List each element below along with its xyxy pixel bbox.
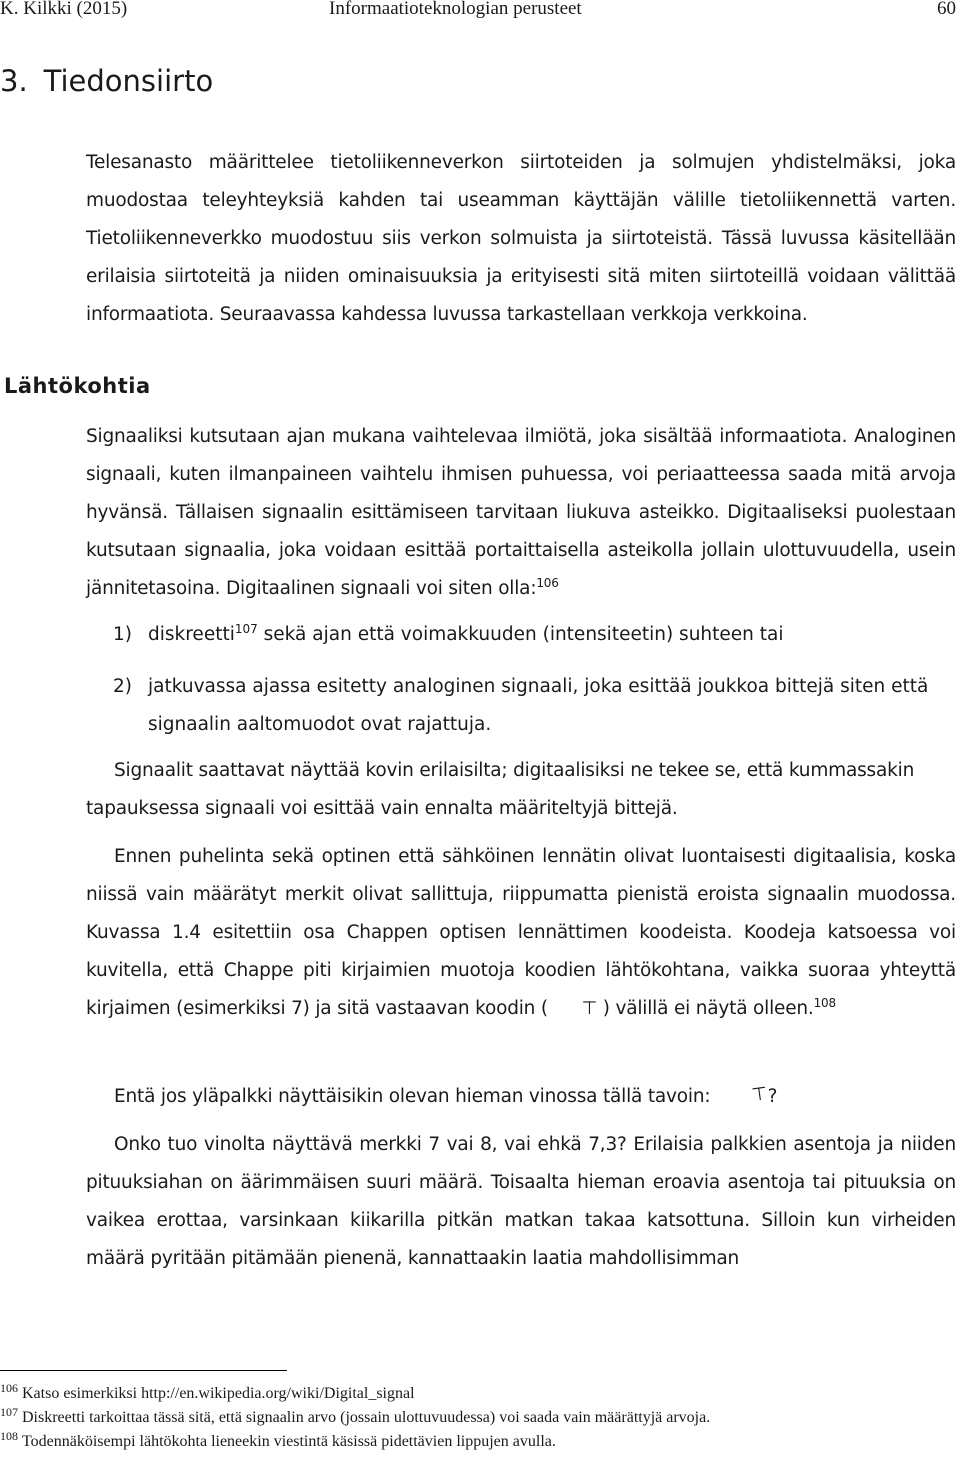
list-text-1a: diskreetti <box>148 624 235 645</box>
list-body-1 <box>148 616 958 654</box>
paragraph-signals-body: Signaaliksi kutsutaan ajan mukana vaihtelevaa ilmiötä, joka sisältää informaatiota. Analoginen signaali, kuten ilmanpaineen vaihtelu ihmisen puhuessa, voi periaatteessa saada mitä arvoja hyvänsä. Tällaisen signaalin esittämiseen tarvitaan liukuva asteikko. Digitaaliseksi puolestaan kutsutaan signaalia, joka voidaan esittää portaittaisella asteikolla jollain ulottuvuudella, usein jännitetasoina. Digitaalinen signaali voi siten olla: <box>86 426 956 599</box>
list-text-1b: sekä ajan että voimakkuuden (intensiteetin) suhteen tai <box>257 624 784 645</box>
paragraph-telegraph <box>86 838 956 1028</box>
list-item-1 <box>113 616 958 654</box>
chapter-name: Tiedonsiirto <box>43 64 214 98</box>
paragraph-tilted <box>86 1078 956 1116</box>
paragraph-signals-text <box>86 418 956 608</box>
footnote-107 <box>0 1406 960 1430</box>
header-author-year: K. Kilkki (2015) <box>0 0 128 19</box>
tilted-code-glyph: ⊤ <box>750 1083 769 1107</box>
paragraph-signals <box>86 418 956 608</box>
footnote-ref-106[interactable]: 106 <box>536 575 559 590</box>
intro-paragraph <box>86 144 956 334</box>
footnote-ref-108[interactable]: 108 <box>813 995 836 1010</box>
footnote-106 <box>0 1382 960 1406</box>
chappe-code-glyph: ⊤ <box>581 998 598 1019</box>
chapter-title <box>0 64 213 98</box>
list-body-2: jatkuvassa ajassa esitetty analoginen signaali, joka esittää joukkoa bittejä siten että signaalin aaltomuodot ovat rajattuja. <box>148 676 929 735</box>
paragraph-discrimination <box>86 1126 956 1278</box>
telegraph-text-a: Ennen puhelinta sekä optinen että sähköinen lennätin olivat luontaisesti digitaalisia, koska niissä vain määrätyt merkit olivat sallittuja, riippumatta pienistä eroista signaalin muodossa. Kuvassa 1.4 esitettiin osa Chappen optisen lennättimen koodeista. Koodeja katsoessa voi kuvitella, että Chappe piti kirjaimien muotoja koodien lähtökohtana, vaikka suoraa yhteyttä kirjaimen (esimerkiksi 7) ja sitä vastaavan koodin ( <box>86 846 956 1019</box>
paragraph-differences <box>86 752 956 828</box>
section-heading: Lähtökohtia <box>4 374 151 398</box>
telegraph-text-b: ) välillä ei näytä olleen. <box>602 998 814 1019</box>
chapter-number: 3. <box>0 64 28 98</box>
footnote-divider <box>0 1370 287 1371</box>
footnote-number: 106 <box>0 1380 18 1395</box>
footnote-number: 108 <box>0 1428 18 1443</box>
footnote-ref-107[interactable]: 107 <box>234 621 258 636</box>
header-book-title: Informaatioteknologian perusteet <box>329 0 582 19</box>
tilted-end: ? <box>767 1086 778 1107</box>
footnote-text: Katso esimerkiksi http://en.wikipedia.org/wiki/Digital_signal <box>22 1385 415 1402</box>
running-header <box>0 0 960 24</box>
footnote-text: Diskreetti tarkoittaa tässä sitä, että signaalin arvo (jossain ulottuvuudessa) voi saada vain määrättyjä arvoja. <box>22 1409 711 1426</box>
tilted-text: Entä jos yläpalkki näyttäisikin olevan hieman vinossa tällä tavoin: <box>114 1086 711 1107</box>
list-marker-2: 2) <box>113 676 132 697</box>
list-marker-1: 1) <box>113 624 132 645</box>
page-number: 60 <box>937 0 956 19</box>
paragraph-tilted-text <box>86 1078 956 1116</box>
paragraph-telegraph-text <box>86 838 956 1028</box>
list-item-2 <box>113 668 958 744</box>
footnotes <box>0 1382 960 1454</box>
paragraph-differences-text: Signaalit saattavat näyttää kovin erilaisilta; digitaalisiksi ne tekee se, että kummassakin tapauksessa signaali voi esittää vain ennalta määriteltyjä bittejä. <box>86 760 915 819</box>
paragraph-discrimination-text: Onko tuo vinolta näyttävä merkki 7 vai 8, vai ehkä 7,3? Erilaisia palkkien asentoja ja niiden pituuksiahan on äärimmäisen suuri määrä. Toisaalta hieman eroavia asentoja tai pituuksia on vaikea erottaa, varsinkaan kiikarilla pitkän matkan takaa katsottuna. Silloin kun virheiden määrä pyritään pitämään pienenä, kannattaakin laatia mahdollisimman <box>86 1134 956 1269</box>
footnote-text: Todennäköisempi lähtökohta lieneekin viestintä käsissä pidettävien lippujen avulla. <box>22 1433 556 1450</box>
footnote-108 <box>0 1430 960 1454</box>
footnote-number: 107 <box>0 1404 18 1419</box>
intro-text: Telesanasto määrittelee tietoliikenneverkon siirtoteiden ja solmujen yhdistelmäksi, joka muodostaa teleyhteyksiä kahden tai useamman käyttäjän välille tietoliikennettä varten. Tietoliikenneverkko muodostuu siis verkon solmuista ja siirtoteistä. Tässä luvussa käsitellään erilaisia siirtoteitä ja niiden ominaisuuksia ja erityisesti sitä miten siirtoteillä voidaan välittää informaatiota. Seuraavassa kahdessa luvussa tarkastellaan verkkoja verkkoina. <box>86 152 956 325</box>
